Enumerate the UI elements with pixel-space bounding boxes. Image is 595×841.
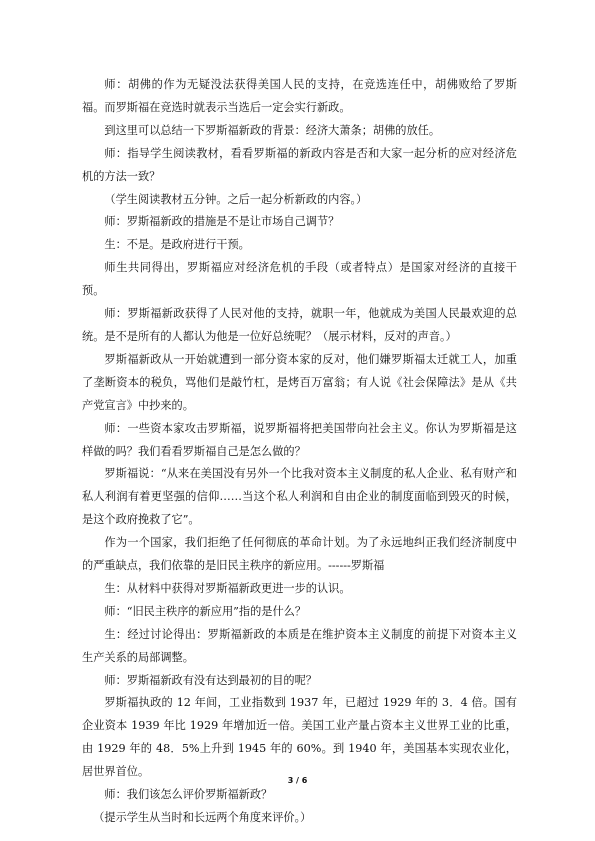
- paragraph: 罗斯福说：“从来在美国没有另外一个比我对资本主义制度的私人企业、私有财产和私人利润有着更坚强的信仰……当这个私人利润和自由企业的制度面临到毁灭的时候，是这个政府挽救了它”。: [82, 467, 517, 527]
- paragraph: 师：一些资本家攻击罗斯福，说罗斯福将把美国带向社会主义。你认为罗斯福是这样做的吗？我们看看罗斯福自己是怎么做的？: [82, 421, 517, 458]
- page-number: 3 / 6: [287, 776, 308, 785]
- paragraph: 师：罗斯福新政的措施是不是让市场自己调节？: [104, 215, 340, 229]
- paragraph: 生：从材料中获得对罗斯福新政更进一步的认识。: [104, 581, 351, 595]
- paragraph: 师：罗斯福新政获得了人民对他的支持，就职一年，他就成为美国人民最欢迎的总统。是不是所有的人都认为他是一位好总统呢？（展示材料，反对的声音。）: [82, 307, 517, 343]
- paragraph: （提示学生从当时和长远两个角度来评价。）: [93, 811, 312, 824]
- paragraph: 作为一个国家，我们拒绝了任何彻底的革命计划。为了永远地纠正我们经济制度中的严重缺点，我们依靠的是旧民主秩序的新应用。------罗斯福: [82, 536, 517, 573]
- text-body: [82, 74, 517, 830]
- paragraph: 生：经过讨论得出：罗斯福新政的本质是在维护资本主义制度的前提下对资本主义生产关系的局部调整。: [82, 627, 517, 664]
- paragraph: （学生阅读教材五分钟。之后一起分析新政的内容。）: [104, 192, 368, 206]
- paragraph: 师：我们该怎么评价罗斯福新政？: [104, 788, 273, 802]
- paragraph: 到这里可以总结一下罗斯福新政的背景：经济大萧条；胡佛的放任。: [104, 123, 441, 137]
- paragraph: 生：不是。是政府进行干预。: [104, 238, 250, 252]
- paragraph: 师：“旧民主秩序的新应用”指的是什么？: [104, 604, 307, 618]
- paragraph: 师：胡佛的作为无疑没法获得美国人民的支持，在竞选连任中，胡佛败给了罗斯福。而罗斯福在竞选时就表示当选后一定会实行新政。: [82, 78, 517, 114]
- paragraph: 师：指导学生阅读教材，看看罗斯福的新政内容是否和大家一起分析的应对经济危机的方法一致？: [82, 146, 517, 183]
- paragraph: 罗斯福新政从一开始就遭到一部分资本家的反对，他们嫌罗斯福太迁就工人，加重了垄断资本的税负，骂他们是敲竹杠，是烤百万富翁；有人说《社会保障法》是从《共产党宣言》中抄来的。: [82, 352, 517, 412]
- paragraph: 师生共同得出，罗斯福应对经济危机的手段（或者特点）是国家对经济的直接干预。: [82, 261, 517, 298]
- paragraph: 师：罗斯福新政有没有达到最初的目的呢？: [104, 673, 317, 687]
- paragraph: 罗斯福执政的 12 年间，工业指数到 1937 年，已超过 1929 年的 3．4 倍。国有企业资本 1939 年比 1929 年增加近一倍。美国工业产量占资本主义世界工业的比重，由 1929 年的 48．5%上升到 1945 年的 60%。到 1940 年，美国基本实现农业化，居世界首位。: [82, 696, 517, 779]
